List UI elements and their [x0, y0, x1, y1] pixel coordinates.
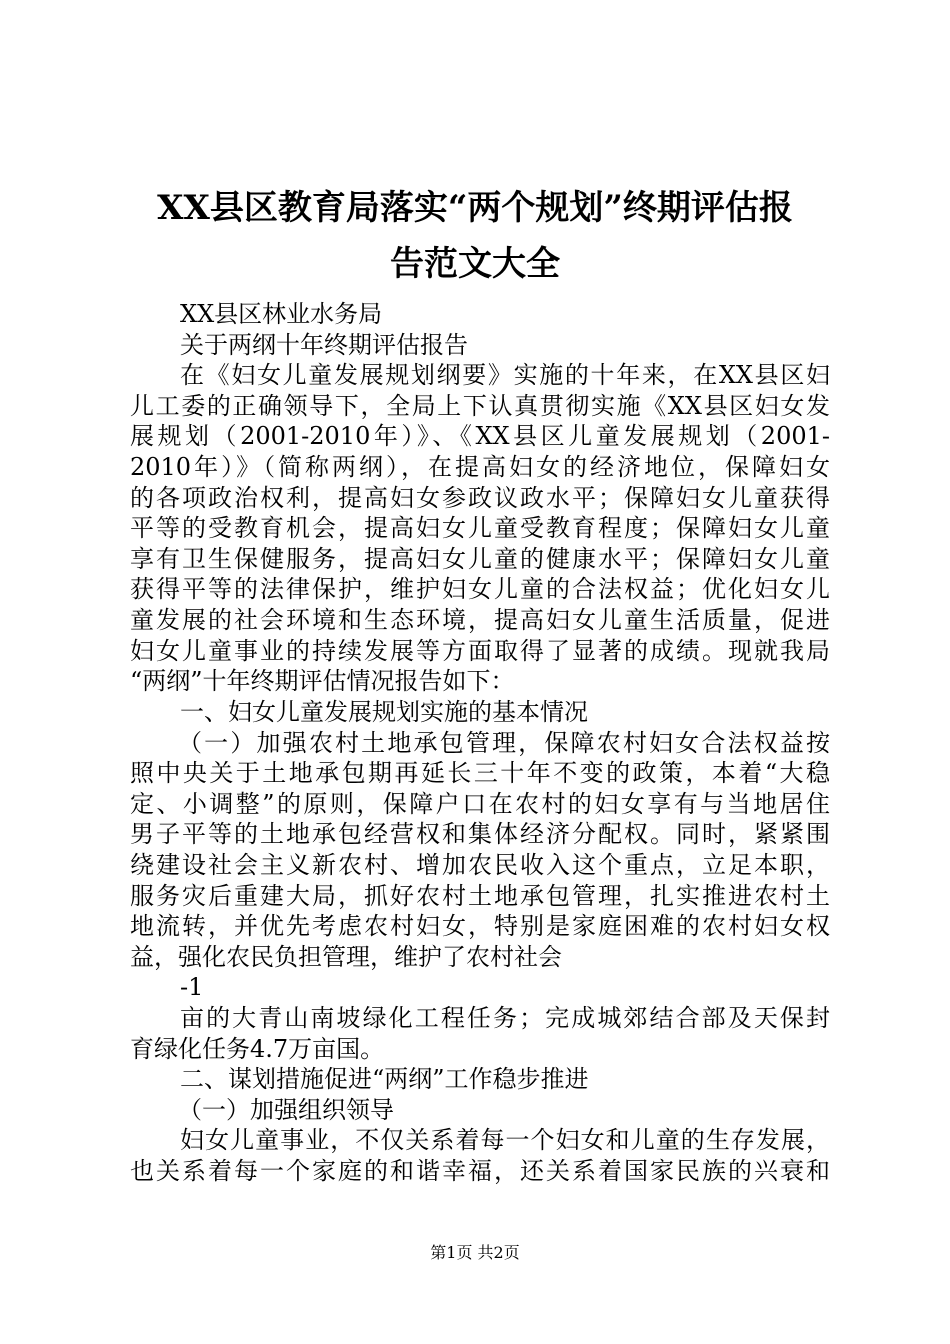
text-line: 童发展的社会环境和生态环境，提高妇女儿童生活质量，促进	[130, 606, 830, 634]
text-line: 享有卫生保健服务，提高妇女儿童的健康水平；保障妇女儿童	[130, 545, 830, 573]
text-line: 妇女儿童事业的持续发展等方面取得了显著的成绩。现就我局	[130, 637, 830, 665]
text-line: 育绿化任务4.7万亩国。	[130, 1035, 385, 1063]
page-footer: 第1页 共2页	[430, 1243, 520, 1262]
text-line: 男子平等的土地承包经营权和集体经济分配权。同时，紧紧围	[130, 820, 830, 848]
text-line-report-title: 关于两纲十年终期评估报告	[180, 331, 468, 359]
text-line: 儿工委的正确领导下，全局上下认真贯彻实施《XX县区妇女发	[130, 392, 830, 420]
text-line: （一）加强组织领导	[178, 1096, 394, 1124]
text-line: 绕建设社会主义新农村、增加农民收入这个重点，立足本职，	[130, 851, 830, 879]
text-line: 益，强化农民负担管理，维护了农村社会	[130, 943, 562, 971]
text-line: 定、小调整”的原则，保障户口在农村的妇女享有与当地居住	[130, 790, 830, 818]
text-line: 服务灾后重建大局，抓好农村土地承包管理，扎实推进农村土	[130, 882, 830, 910]
document-title-line-1: XX县区教育局落实“两个规划”终期评估报	[157, 188, 793, 228]
text-line: 2010年）》（简称两纲），在提高妇女的经济地位，保障妇女	[130, 453, 830, 481]
section-heading: 二、谋划措施促进“两纲”工作稳步推进	[180, 1065, 589, 1093]
text-line: 亩的大青山南坡绿化工程任务；完成城郊结合部及天保封	[180, 1004, 830, 1032]
text-line: 妇女儿童事业，不仅关系着每一个妇女和儿童的生存发展，	[180, 1126, 830, 1154]
text-line: 平等的受教育机会，提高妇女儿童受教育程度；保障妇女儿童	[130, 514, 830, 542]
section-heading: 一、妇女儿童发展规划实施的基本情况	[180, 698, 588, 726]
subsection-paragraph-start: （一）加强农村土地承包管理，保障农村妇女合法权益按	[178, 729, 830, 757]
text-line: 的各项政治权利，提高妇女参政议政水平；保障妇女儿童获得	[130, 484, 830, 512]
document-title-line-2: 告范文大全	[390, 244, 560, 284]
text-line: 也关系着每一个家庭的和谐幸福，还关系着国家民族的兴衰和	[130, 1157, 830, 1185]
text-line: 在《妇女儿童发展规划纲要》实施的十年来，在XX县区妇	[180, 361, 830, 389]
page-marker: -1	[180, 973, 204, 1001]
text-line-unit: XX县区林业水务局	[180, 300, 383, 328]
text-line: 展规划（2001-2010年）》、《XX县区儿童发展规划（2001-	[130, 422, 830, 450]
text-line: 获得平等的法律保护，维护妇女儿童的合法权益；优化妇女儿	[130, 575, 830, 603]
text-line: “两纲”十年终期评估情况报告如下：	[130, 667, 515, 695]
text-line: 照中央关于土地承包期再延长三十年不变的政策，本着“大稳	[130, 759, 830, 787]
text-line: 地流转，并优先考虑农村妇女，特别是家庭困难的农村妇女权	[130, 912, 830, 940]
